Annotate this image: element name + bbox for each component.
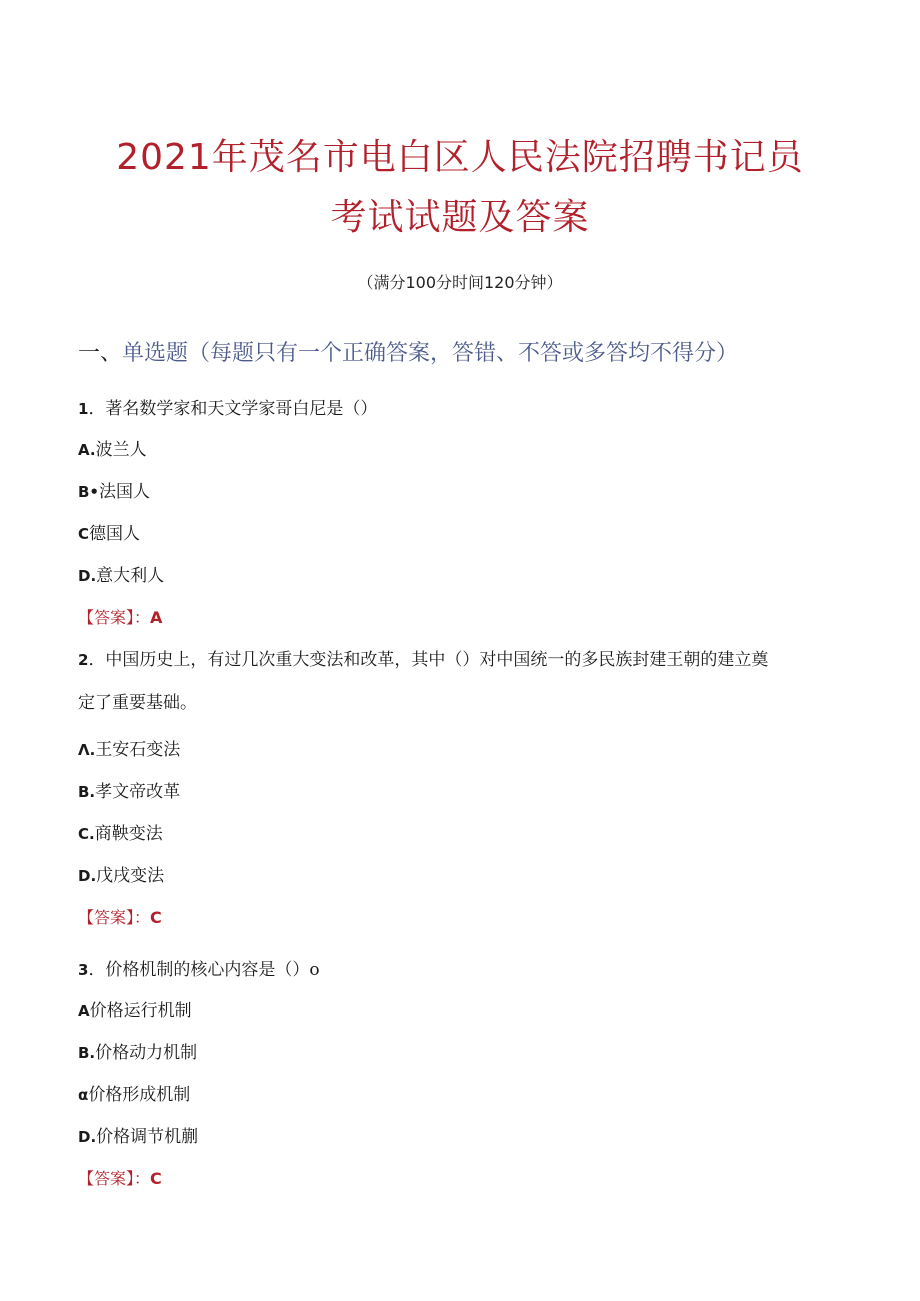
option-text: 王安石变法 [95,740,181,760]
option-text: 价格调节机蒯 [96,1127,199,1147]
question-number: 1 [78,400,89,418]
section-heading [78,336,738,367]
exam-info: （满分100分时间120分钟） [357,273,563,292]
question-text: ．著名数学家和天文学家哥白尼是（） [88,399,378,419]
option-label: D. [78,867,97,885]
answer-value: C [150,1169,162,1188]
option-text: 孝文帝改革 [95,782,181,802]
question-text: ．价格机制的核心内容是（）o [88,960,320,980]
question-text: ．中国历史上，有过几次重大变法和改革，其中（）对中国统一的多民族封建王朝的建立奠 [88,650,769,670]
option-label: Λ. [78,741,96,759]
document-title-line-1: 2021年茂名市电白区人民法院招聘书记员 [116,137,804,178]
document-title-line-2: 考试试题及答案 [330,197,590,238]
question-3-answer [78,1168,162,1190]
question-2-option-d [78,865,164,887]
question-3-option-b [78,1042,197,1064]
option-text: 意大利人 [96,566,165,586]
question-2-stem [78,649,768,671]
option-text: 价格运行机制 [89,1001,192,1021]
option-text: 价格形成机制 [88,1085,191,1105]
question-2-option-c [78,823,163,845]
question-3-option-a [78,1000,192,1022]
option-text: 德国人 [89,524,141,544]
option-label: A [78,1002,90,1020]
option-label: B• [78,483,100,501]
question-number: 2 [78,651,89,669]
option-text: 法国人 [99,482,151,502]
question-3-stem [78,959,320,981]
option-label: C [78,525,90,543]
question-2-stem-continued: 定了重要基础。 [78,693,197,713]
option-text: 商鞅变法 [94,824,163,844]
option-label: α [78,1086,89,1104]
answer-value: C [150,908,162,927]
question-1-stem [78,398,377,420]
option-label: A. [78,441,96,459]
question-number: 3 [78,961,89,979]
question-1-option-d [78,565,164,587]
answer-prefix: 【答案】： [78,608,151,627]
option-label: D. [78,1128,97,1146]
answer-prefix: 【答案】： [78,908,151,927]
question-1-option-a [78,439,147,461]
question-2-option-b [78,781,180,803]
answer-value: A [150,608,163,627]
section-title: 单选题（每题只有一个正确答案，答错、不答或多答均不得分） [122,341,739,366]
option-label: D. [78,567,97,585]
question-2-answer [78,907,162,929]
question-1-answer [78,607,162,629]
question-1-option-c [78,523,140,545]
option-text: 波兰人 [95,440,147,460]
section-number: 一、 [78,341,123,366]
option-label: C. [78,825,95,843]
question-1-option-b [78,481,150,503]
option-text: 价格动力机制 [95,1043,198,1063]
question-3-option-c [78,1084,190,1106]
question-3-option-d [78,1126,198,1148]
option-label: B. [78,783,96,801]
option-label: B. [78,1044,96,1062]
option-text: 戊戌变法 [96,866,165,886]
answer-prefix: 【答案】： [78,1169,151,1188]
question-2-option-a [78,739,180,761]
